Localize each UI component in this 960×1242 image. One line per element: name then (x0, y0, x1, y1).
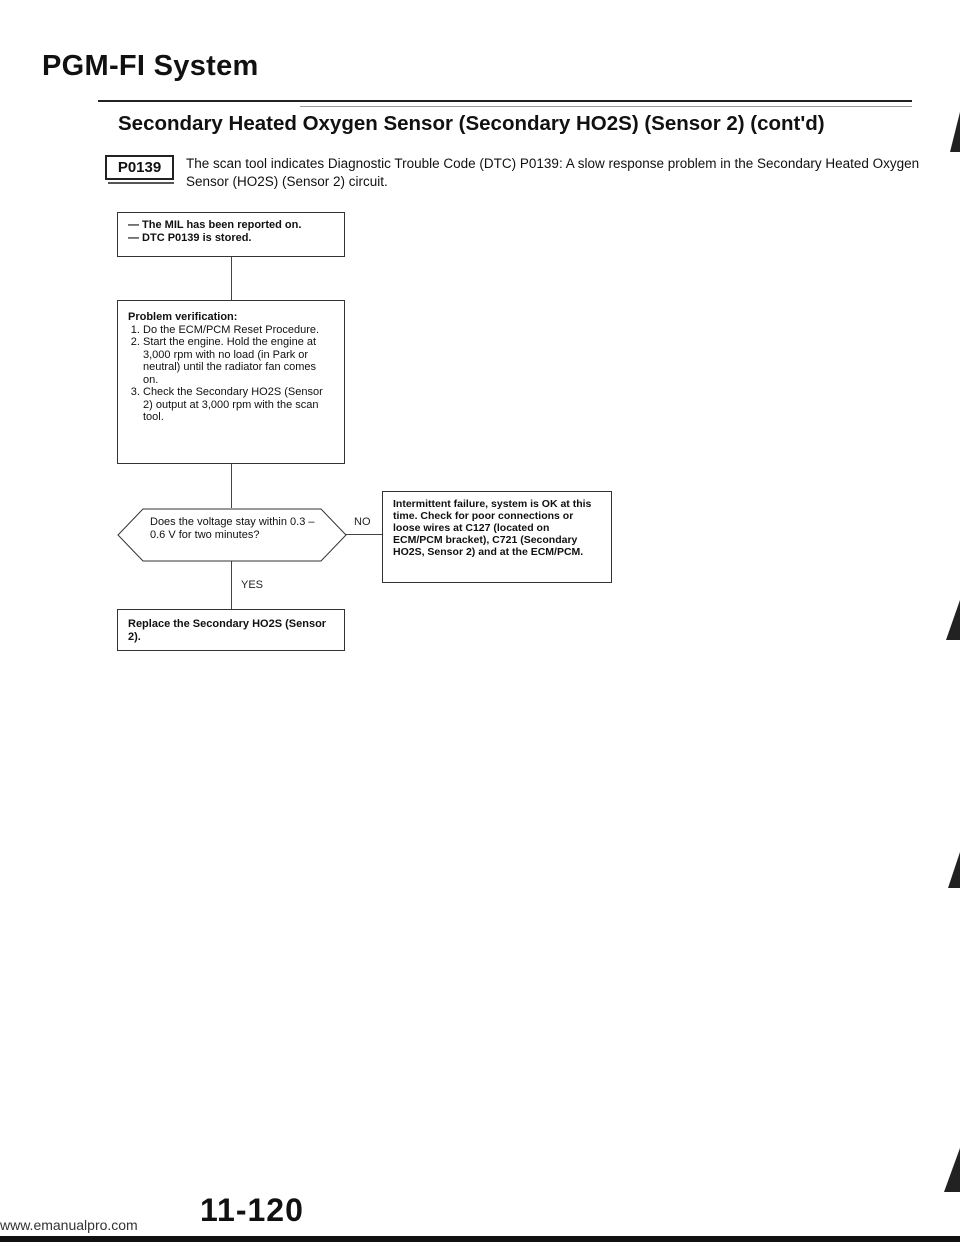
yes-branch-label: YES (241, 579, 264, 591)
start-condition-box (117, 212, 345, 257)
start-condition-line-1: — The MIL has been reported on. (128, 219, 302, 231)
no-branch-label: NO (354, 516, 371, 528)
decision-question: Does the voltage stay within 0.3 – 0.6 V for two minutes? (150, 516, 315, 541)
scan-mark (944, 1148, 960, 1192)
dtc-description: The scan tool indicates Diagnostic Trouble Code (DTC) P0139: A slow response problem in the Secondary Heated Oxygen Sensor (HO2S) (Sensor 2) circuit. (186, 156, 920, 189)
bottom-rule (0, 1236, 960, 1242)
connector-decision-no (345, 534, 382, 535)
dtc-badge-shadow (108, 182, 174, 184)
page-title: PGM-FI System (42, 50, 259, 82)
verification-step: 2. Start the engine. Hold the engine at 3,000 rpm with no load (in Park or neutral) until the radiator fan comes on. (143, 336, 334, 386)
title-rule-thin (300, 106, 912, 107)
scan-mark (948, 852, 960, 888)
connector-start-verify (231, 257, 232, 300)
intermittent-failure-box: Intermittent failure, system is OK at this time. Check for poor connections or loose wires at C127 (located on ECM/PCM bracket), C721 (Secondary HO2S, Sensor 2) and at the ECM/PCM. (382, 491, 612, 583)
replace-sensor-box: Replace the Secondary HO2S (Sensor 2). (117, 609, 345, 651)
title-rule (98, 100, 912, 102)
connector-verify-decision (231, 464, 232, 508)
verification-steps (128, 324, 334, 424)
dtc-code-badge: P0139 (105, 155, 174, 180)
verification-step: 3. Check the Secondary HO2S (Sensor 2) output at 3,000 rpm with the scan tool. (143, 386, 334, 424)
section-subtitle: Secondary Heated Oxygen Sensor (Secondary HO2S) (Sensor 2) (cont'd) (118, 112, 825, 135)
page-number: 11-120 (200, 1192, 304, 1228)
verification-heading: Problem verification: (128, 311, 238, 323)
connector-decision-yes (231, 560, 232, 609)
verification-step: 1. Do the ECM/PCM Reset Procedure. (143, 324, 334, 337)
start-condition-line-2: — DTC P0139 is stored. (128, 231, 252, 244)
scan-mark (946, 600, 960, 640)
footer-url: www.emanualpro.com (0, 1217, 138, 1233)
scan-mark (950, 112, 960, 152)
problem-verification-box (117, 300, 345, 464)
